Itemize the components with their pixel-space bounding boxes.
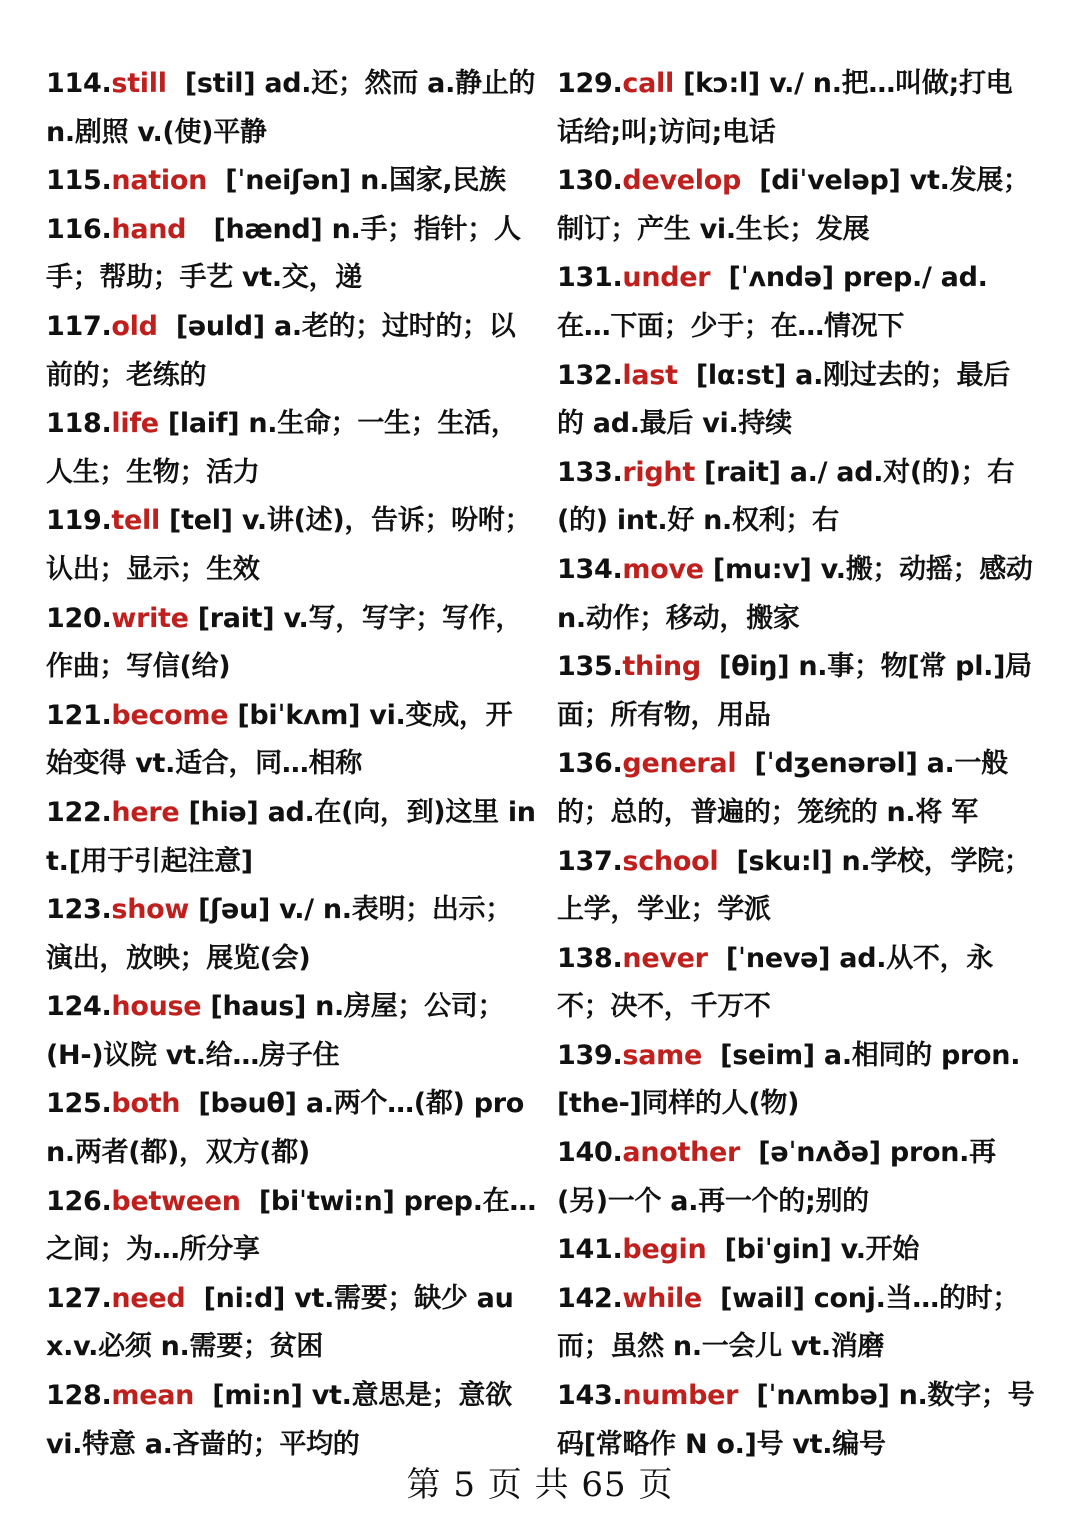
headword: school [622, 845, 719, 877]
entry-number: 141. [557, 1234, 623, 1266]
entry-number: 116. [46, 213, 112, 245]
headword: between [111, 1185, 241, 1217]
definition: v./ n.表明；出示；演出，放映；展览(会) [46, 894, 512, 974]
pronunciation: [mi:n] [194, 1380, 303, 1412]
entry-number: 120. [46, 602, 112, 634]
definition: n.手；指针；人手；帮助；手艺 vt.交，递 [46, 213, 521, 294]
vocab-entry [557, 1275, 1035, 1372]
definition: a.两个…(都) pron.两者(都)，双方(都) [46, 1088, 524, 1169]
definition: a.刚过去的；最后的 ad.最后 vi.持续 [557, 359, 1010, 440]
definition: prep.在…之间；为…所分享 [46, 1185, 537, 1266]
vocab-entry [557, 643, 1035, 740]
entry-number: 118. [46, 408, 112, 440]
headword: become [111, 699, 229, 731]
pronunciation: [əˈnʌðə] [740, 1137, 881, 1169]
definition: n.数字；号码[常略作 N o.]号 vt.编号 [557, 1380, 1035, 1460]
pronunciation: [biˈgin] [706, 1234, 832, 1266]
headword: tell [111, 505, 160, 537]
pronunciation: [ˈnevə] [707, 942, 831, 974]
entry-number: 124. [46, 991, 112, 1023]
page-footer: 第 5 页 共 65 页 [406, 1465, 674, 1505]
headword: right [622, 456, 695, 488]
entry-number: 129. [557, 68, 623, 99]
vocab-entry [46, 789, 538, 886]
definition: n.事；物[常 pl.]局面；所有物，用品 [557, 651, 1032, 731]
pronunciation: [stil] [166, 68, 256, 99]
vocab-entry [46, 60, 545, 157]
vocab-entry [46, 400, 538, 497]
entry-number: 119. [46, 505, 112, 537]
entry-number: 125. [46, 1088, 112, 1120]
definition: a.一般的；总的，普遍的；笼统的 n.将 军 [557, 748, 1008, 828]
pronunciation: [biˈtwi:n] [240, 1185, 395, 1217]
definition: n.房屋；公司；(H-)议院 vt.给…房子住 [46, 991, 505, 1071]
vocab-entry [557, 935, 1035, 1032]
vocab-entry [557, 1129, 1035, 1226]
vocab-entry [557, 254, 1035, 351]
headword: nation [111, 165, 207, 197]
pronunciation: [ʃəu] [189, 894, 271, 926]
entry-number: 114. [46, 68, 112, 99]
pronunciation: [laif] [158, 408, 240, 440]
pronunciation: [ˈʌndə] [710, 262, 834, 294]
vocab-entry [557, 352, 1035, 449]
entry-number: 115. [46, 165, 112, 197]
entry-number: 126. [46, 1185, 112, 1217]
headword: life [111, 408, 159, 440]
entry-number: 138. [557, 942, 623, 974]
entry-number: 142. [557, 1282, 623, 1314]
entry-number: 122. [46, 796, 112, 828]
headword: under [622, 262, 711, 294]
vocab-entry [557, 1372, 1035, 1469]
entry-number: 134. [557, 553, 623, 585]
pronunciation: [ni:d] [185, 1282, 286, 1314]
vocab-entry [46, 983, 538, 1080]
headword: another [622, 1137, 741, 1169]
vocab-entry [557, 60, 1035, 157]
pronunciation: [mu:v] [703, 553, 812, 585]
entry-number: 117. [46, 310, 112, 342]
pronunciation: [rait] [694, 456, 781, 488]
definition: ad.在(向，到)这里 int.[用于引起注意] [46, 796, 536, 877]
definition: v.开始 [831, 1234, 920, 1266]
headword: while [622, 1282, 702, 1314]
pronunciation: [θiŋ] [700, 651, 790, 683]
entry-number: 136. [557, 748, 623, 780]
pronunciation: [əuld] [157, 310, 265, 342]
headword: develop [622, 165, 742, 197]
headword: thing [622, 651, 701, 683]
entry-number: 131. [557, 262, 623, 294]
headword: last [622, 359, 678, 391]
definition: a.老的；过时的；以前的；老练的 [46, 310, 516, 391]
pronunciation: [hænd] [186, 213, 323, 245]
vocab-entry [46, 157, 538, 206]
pronunciation: [sku:l] [718, 845, 833, 877]
pronunciation: [seim] [701, 1039, 815, 1071]
definition: vt.发展；制订；产生 vi.生长；发展 [557, 165, 1030, 245]
left-column [46, 60, 545, 1469]
pronunciation: [biˈkʌm] [228, 699, 361, 731]
headword: move [622, 553, 704, 585]
headword: need [111, 1282, 186, 1314]
headword: hand [111, 213, 187, 245]
entry-number: 137. [557, 845, 623, 877]
entry-number: 123. [46, 894, 112, 926]
vocab-entry [557, 449, 1035, 546]
definition: ad.从不，永不；决不，千万不 [557, 942, 993, 1023]
entry-number: 127. [46, 1282, 112, 1314]
definition: v.讲(述)，告诉；吩咐；认出；显示；生效 [46, 505, 532, 585]
definition: prep./ ad.在…下面；少于；在…情况下 [557, 262, 988, 342]
pronunciation: [lα:st] [677, 359, 787, 391]
vocab-entry [46, 595, 538, 692]
vocab-entry [46, 1275, 538, 1372]
definition: n.生命；一生；生活，人生；生物；活力 [46, 408, 518, 488]
right-column [557, 60, 1042, 1469]
pronunciation: [wail] [701, 1282, 805, 1314]
headword: general [622, 748, 737, 780]
definition: a.相同的 pron.[the-]同样的人(物) [557, 1039, 1021, 1120]
pronunciation: [ˈneiʃən] [207, 165, 351, 197]
entry-number: 135. [557, 651, 623, 683]
headword: house [111, 991, 202, 1023]
pronunciation: [haus] [201, 991, 307, 1023]
entry-number: 139. [557, 1039, 623, 1071]
headword: never [622, 942, 708, 974]
vocab-entry [557, 740, 1035, 837]
pronunciation: [hiə] [179, 796, 259, 828]
pronunciation: [tel] [159, 505, 233, 537]
definition: vi.变成，开始变得 vt.适合，同…相称 [46, 699, 513, 780]
definition: v./ n.把…叫做;打电话给;叫;访问;电话 [557, 68, 1013, 148]
entry-number: 128. [46, 1380, 112, 1412]
pronunciation: [bəuθ] [180, 1088, 297, 1120]
definition: v.搬；动摇；感动 n.动作；移动，搬家 [557, 553, 1042, 634]
vocab-entry [46, 1080, 538, 1177]
vocab-entry [557, 1032, 1035, 1129]
headword: call [622, 68, 674, 99]
headword: mean [111, 1380, 195, 1412]
headword: still [111, 68, 167, 99]
vocab-entry [46, 1178, 538, 1275]
definition: a./ ad.对(的)；右(的) int.好 n.权利；右 [557, 456, 1015, 537]
pronunciation: [ˈnʌmbə] [738, 1380, 890, 1412]
entry-number: 143. [557, 1380, 623, 1412]
definition: conj.当…的时；而；虽然 n.一会儿 vt.消磨 [557, 1282, 1020, 1363]
headword: begin [622, 1234, 707, 1266]
definition: n.国家,民族 [350, 165, 506, 197]
headword: show [111, 894, 190, 926]
vocab-entry [46, 206, 538, 303]
vocab-entry [46, 1372, 538, 1469]
entry-number: 121. [46, 699, 112, 731]
vocab-entry [557, 1226, 1035, 1275]
headword: same [622, 1039, 702, 1071]
vocab-entry [46, 303, 538, 400]
definition: n.学校，学院；上学，学业；学派 [557, 845, 1031, 926]
headword: old [111, 310, 158, 342]
vocab-entry [46, 497, 538, 594]
headword: number [622, 1380, 739, 1412]
pronunciation: [rait] [188, 602, 275, 634]
entry-number: 130. [557, 165, 623, 197]
vocab-entry [557, 157, 1035, 254]
definition: ad.还；然而 a.静止的 n.剧照 v.(使)平静 [46, 68, 545, 148]
vocab-entry [46, 886, 538, 983]
pronunciation: [diˈveləp] [741, 165, 901, 197]
entry-number: 132. [557, 359, 623, 391]
entry-number: 140. [557, 1137, 623, 1169]
headword: here [111, 796, 180, 828]
vocab-entry [557, 546, 1042, 643]
headword: write [111, 602, 189, 634]
headword: both [111, 1088, 181, 1120]
definition: vt.意思是；意欲 vi.特意 a.吝啬的；平均的 [46, 1380, 521, 1460]
pronunciation: [kɔ:l] [673, 68, 760, 99]
pronunciation: [ˈdʒenərəl] [736, 748, 918, 780]
definition: pron.再(另)一个 a.再一个的;别的 [557, 1137, 996, 1217]
vocab-entry [46, 692, 538, 789]
vocab-entry [557, 838, 1035, 935]
definition: v.写，写字；写作，作曲；写信(给) [46, 602, 523, 683]
entry-number: 133. [557, 456, 623, 488]
definition: vt.需要；缺少 aux.v.必须 n.需要；贫困 [46, 1282, 514, 1363]
